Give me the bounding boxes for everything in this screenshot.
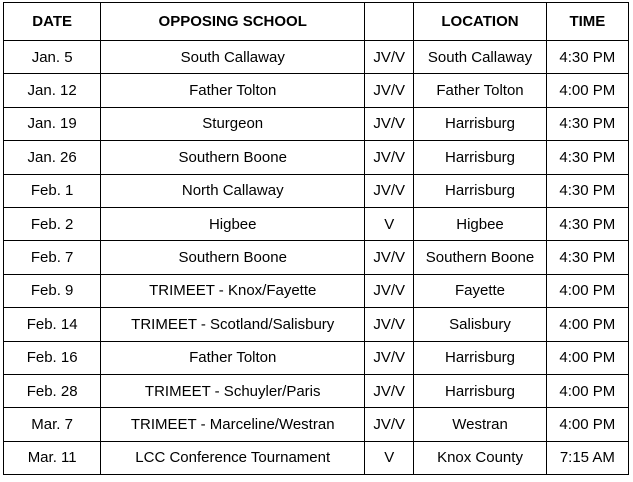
cell-opposing-school: North Callaway [101, 174, 365, 207]
cell-time: 4:30 PM [546, 41, 628, 74]
cell-date: Feb. 16 [4, 341, 101, 374]
cell-date: Mar. 11 [4, 441, 101, 474]
cell-level: JV/V [365, 107, 414, 140]
table-row [4, 174, 629, 207]
cell-level: JV/V [365, 174, 414, 207]
cell-time: 4:30 PM [546, 174, 628, 207]
cell-opposing-school: Southern Boone [101, 241, 365, 274]
cell-time: 4:30 PM [546, 207, 628, 240]
cell-opposing-school: TRIMEET - Schuyler/Paris [101, 374, 365, 407]
cell-date: Feb. 28 [4, 374, 101, 407]
cell-location: Harrisburg [414, 174, 546, 207]
schedule-table [3, 2, 629, 475]
cell-opposing-school: Father Tolton [101, 74, 365, 107]
cell-location: Harrisburg [414, 107, 546, 140]
cell-level: JV/V [365, 374, 414, 407]
schedule-body [4, 41, 629, 475]
cell-time: 4:00 PM [546, 341, 628, 374]
cell-level: JV/V [365, 74, 414, 107]
header-time: TIME [546, 3, 628, 41]
table-row [4, 207, 629, 240]
cell-location: Harrisburg [414, 141, 546, 174]
cell-opposing-school: Father Tolton [101, 341, 365, 374]
table-row [4, 441, 629, 474]
cell-location: Southern Boone [414, 241, 546, 274]
cell-opposing-school: TRIMEET - Marceline/Westran [101, 408, 365, 441]
cell-date: Feb. 9 [4, 274, 101, 307]
table-row [4, 41, 629, 74]
cell-opposing-school: TRIMEET - Knox/Fayette [101, 274, 365, 307]
cell-level: JV/V [365, 341, 414, 374]
cell-time: 4:00 PM [546, 408, 628, 441]
cell-time: 4:00 PM [546, 308, 628, 341]
cell-date: Jan. 5 [4, 41, 101, 74]
cell-level: JV/V [365, 41, 414, 74]
cell-date: Feb. 7 [4, 241, 101, 274]
cell-opposing-school: South Callaway [101, 41, 365, 74]
header-location: LOCATION [414, 3, 546, 41]
cell-location: Higbee [414, 207, 546, 240]
cell-time: 7:15 AM [546, 441, 628, 474]
cell-date: Jan. 26 [4, 141, 101, 174]
cell-date: Feb. 2 [4, 207, 101, 240]
cell-level: JV/V [365, 241, 414, 274]
cell-level: V [365, 441, 414, 474]
cell-time: 4:30 PM [546, 241, 628, 274]
cell-time: 4:00 PM [546, 274, 628, 307]
cell-level: JV/V [365, 141, 414, 174]
cell-date: Feb. 1 [4, 174, 101, 207]
cell-location: Westran [414, 408, 546, 441]
table-row [4, 241, 629, 274]
cell-location: Fayette [414, 274, 546, 307]
cell-location: South Callaway [414, 41, 546, 74]
table-row [4, 308, 629, 341]
cell-time: 4:00 PM [546, 374, 628, 407]
table-row [4, 274, 629, 307]
cell-location: Father Tolton [414, 74, 546, 107]
cell-location: Knox County [414, 441, 546, 474]
cell-time: 4:00 PM [546, 74, 628, 107]
header-opposing-school: OPPOSING SCHOOL [101, 3, 365, 41]
cell-time: 4:30 PM [546, 141, 628, 174]
cell-time: 4:30 PM [546, 107, 628, 140]
table-row [4, 141, 629, 174]
header-row [4, 3, 629, 41]
cell-opposing-school: TRIMEET - Scotland/Salisbury [101, 308, 365, 341]
cell-opposing-school: Higbee [101, 207, 365, 240]
cell-level: JV/V [365, 408, 414, 441]
table-row [4, 107, 629, 140]
cell-date: Jan. 12 [4, 74, 101, 107]
table-row [4, 74, 629, 107]
table-row [4, 341, 629, 374]
cell-opposing-school: Southern Boone [101, 141, 365, 174]
cell-opposing-school: LCC Conference Tournament [101, 441, 365, 474]
cell-level: V [365, 207, 414, 240]
cell-opposing-school: Sturgeon [101, 107, 365, 140]
cell-date: Feb. 14 [4, 308, 101, 341]
table-row [4, 408, 629, 441]
cell-level: JV/V [365, 274, 414, 307]
cell-date: Mar. 7 [4, 408, 101, 441]
cell-location: Harrisburg [414, 374, 546, 407]
header-date: DATE [4, 3, 101, 41]
cell-location: Harrisburg [414, 341, 546, 374]
header-level [365, 3, 414, 41]
cell-date: Jan. 19 [4, 107, 101, 140]
cell-location: Salisbury [414, 308, 546, 341]
cell-level: JV/V [365, 308, 414, 341]
table-row [4, 374, 629, 407]
